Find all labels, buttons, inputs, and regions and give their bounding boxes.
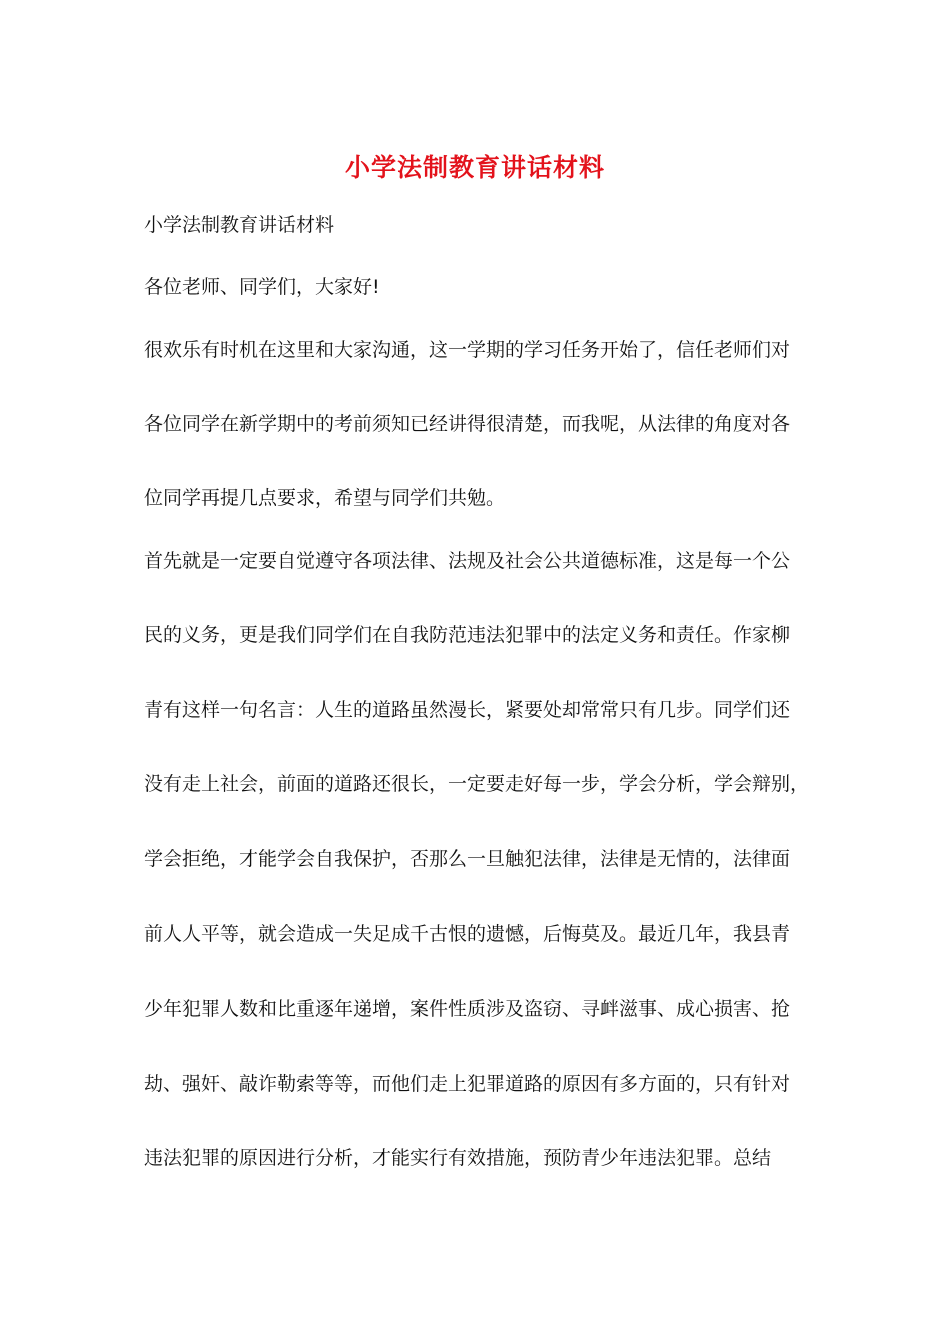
body-line: 青有这样一句名言：人生的道路虽然漫长，紧要处却常常只有几步。同学们还 (144, 699, 791, 721)
body-line: 位同学再提几点要求，希望与同学们共勉。 (144, 487, 506, 509)
body-line: 很欢乐有时机在这里和大家沟通，这一学期的学习任务开始了，信任老师们对 (144, 339, 791, 361)
body-line: 少年犯罪人数和比重逐年递增，案件性质涉及盗窃、寻衅滋事、成心损害、抢 (144, 998, 791, 1020)
document-subtitle: 小学法制教育讲话材料 (144, 214, 335, 236)
greeting-line: 各位老师、同学们，大家好! (144, 276, 380, 298)
document-title: 小学法制教育讲话材料 (344, 153, 605, 182)
body-line: 民的义务，更是我们同学们在自我防范违法犯罪中的法定义务和责任。作家柳 (144, 624, 791, 646)
body-line: 首先就是一定要自觉遵守各项法律、法规及社会公共道德标准，这是每一个公 (144, 550, 791, 572)
body-line: 各位同学在新学期中的考前须知已经讲得很清楚，而我呢，从法律的角度对各 (144, 413, 791, 435)
body-line: 前人人平等，就会造成一失足成千古恨的遗憾，后悔莫及。最近几年，我县青 (144, 923, 791, 945)
body-line: 违法犯罪的原因进行分析，才能实行有效措施，预防青少年违法犯罪。总结 (144, 1147, 772, 1169)
body-line: 学会拒绝，才能学会自我保护，否那么一旦触犯法律，法律是无情的，法律面 (144, 848, 791, 870)
body-line: 劫、强奸、敲诈勒索等等，而他们走上犯罪道路的原因有多方面的，只有针对 (144, 1073, 791, 1095)
body-line: 没有走上社会，前面的道路还很长，一定要走好每一步，学会分析，学会辩别， (144, 773, 810, 795)
